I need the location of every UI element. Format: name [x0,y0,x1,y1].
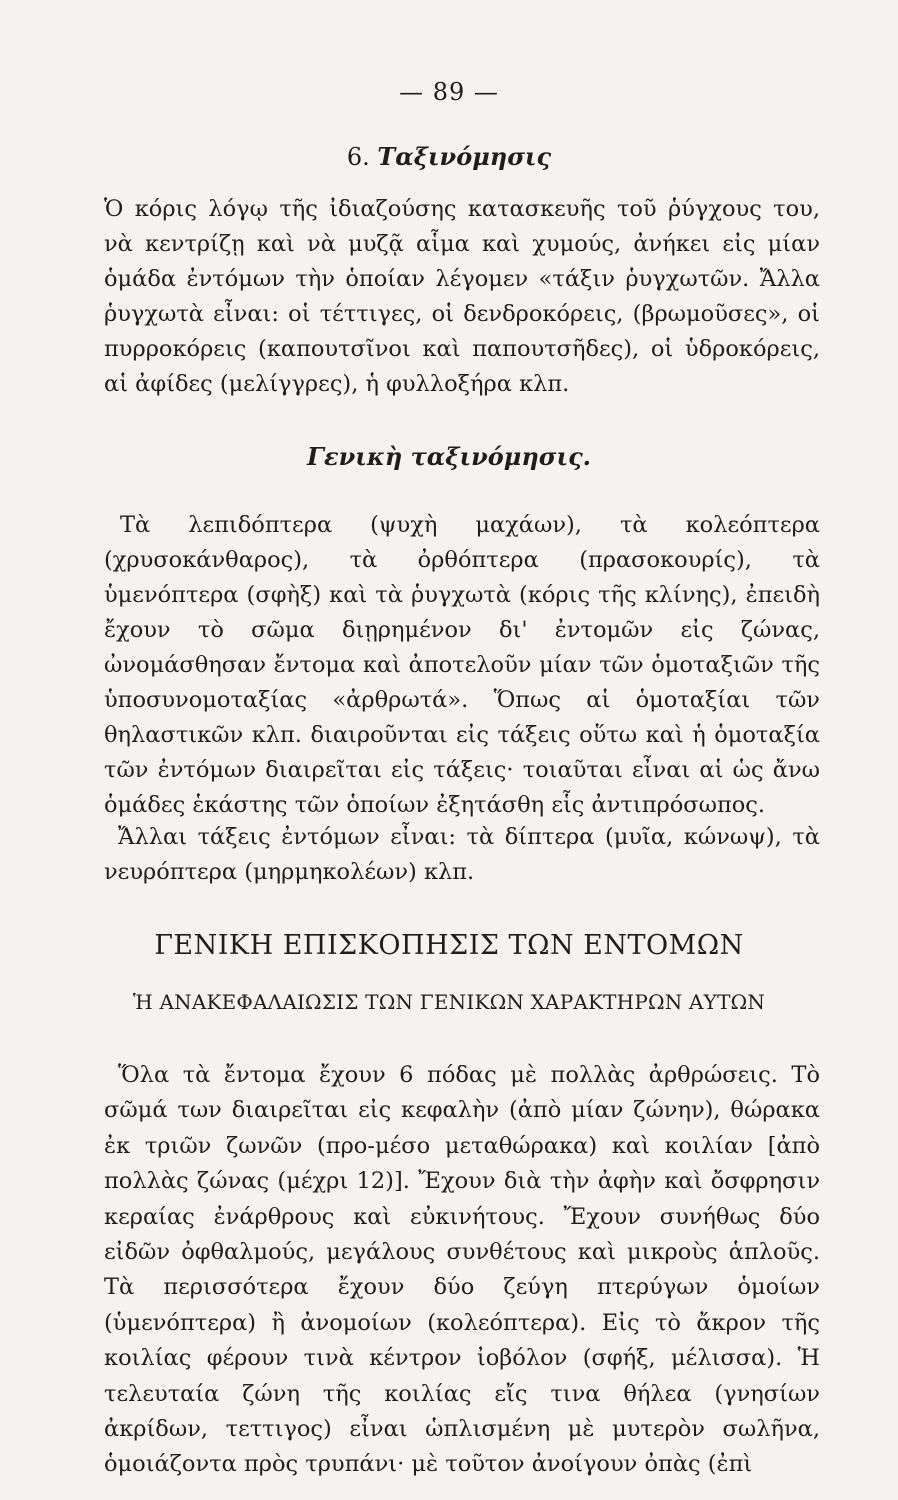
paragraph-3: Ἄλλαι τάξεις ἐντόμων εἶναι: τὰ δίπτερα (μυῖα, κώνωψ), τὰ νευρόπτερα (μηρμηκολέων) κλπ. [104,824,820,885]
page-number: — 89 — [399,78,499,106]
paragraph-2: Τὰ λεπιδόπτερα (ψυχὴ μαχάων), τὰ κολεόπτερα (χρυσοκάνθαρος), τὰ ὀρθόπτερα (πρασοκουρίς), τὰ ὑμενόπτερα (σφὴξ) καὶ τὰ ῥυγχωτὰ (κόρις τῆς κλίνης), ἐπειδὴ ἔχουν τὸ σῶμα διῃρημένον δι' ἐντομῶν εἰς ζώνας, ὠνομάσθησαν ἔντομα καὶ ἀποτελοῦν μίαν τῶν ὁμοταξιῶν τῆς ὑποσυνομοταξίας «ἀρθρωτά». Ὅπως αἱ ὁμοταξίαι τῶν θηλαστικῶν κλπ. διαιροῦνται εἰς τάξεις οὕτω καὶ ἡ ὁμοταξία τῶν ἐντόμων διαιρεῖται εἰς τάξεις· τοιαῦται εἶναι αἱ ὡς ἄνω ὁμάδες ἑκάστης τῶν ὁποίων ἐξητάσθη εἷς ἀντιπρόσωπος. [104,512,820,818]
section-title [0,142,898,171]
section-title-text: Ταξινόμησις [377,142,552,171]
sub-heading: Ἡ ΑΝΑΚΕΦΑΛΑΙΩΣΙΣ ΤΩΝ ΓΕΝΙΚΩΝ ΧΑΡΑΚΤΗΡΩΝ ΑΥΤΩΝ [132,990,766,1014]
subheading: Γενικὴ ταξινόμησις. [306,442,592,471]
main-heading: ΓΕΝΙΚΗ ΕΠΙΣΚΟΠΗΣΙΣ ΤΩΝ ΕΝΤΟΜΩΝ [154,930,744,961]
paragraph-1: Ὁ κόρις λόγῳ τῆς ἰδιαζούσης κατασκευῆς τοῦ ῥύγχους του, νὰ κεντρίζῃ καὶ νὰ μυζᾷ αἷμα καὶ χυμούς, ἀνήκει εἰς μίαν ὁμάδα ἐντόμων τὴν ὁποίαν λέγομεν «τάξιν ῥυγχωτῶν. Ἄλλα ῥυγχωτὰ εἶναι: οἱ τέττιγες, οἱ δενδροκόρεις, (βρωμοῦσες», οἱ πυρροκόρεις (καπουτσῖνοι καὶ παπουτσῆδες), οἱ ὑδροκόρεις, αἱ ἀφίδες (μελίγγρες), ἡ φυλλοξήρα κλπ. [104,196,820,397]
section-number: 6. [346,143,370,171]
paragraph-4: Ὅλα τὰ ἔντομα ἔχουν 6 πόδας μὲ πολλὰς ἀρθρώσεις. Τὸ σῶμά των διαιρεῖται εἰς κεφαλὴν (ἀπὸ μίαν ζώνην), θώρακα ἐκ τριῶν ζωνῶν (προ-μέσο μεταθώρακα) καὶ κοιλίαν [ἀπὸ πολλὰς ζώνας (μέχρι 12)]. Ἔχουν διὰ τὴν ἀφὴν καὶ ὄσφρησιν κεραίας ἐνάρθρους καὶ εὐκινήτους. Ἔχουν συνήθως δύο εἰδῶν ὀφθαλμούς, μεγάλους συνθέτους καὶ μικροὺς ἁπλοῦς. Τὰ περισσότερα ἔχουν δύο ζεύγη πτερύγων ὁμοίων (ὑμενόπτερα) ἢ ἀνομοίων (κολεόπτερα). Εἰς τὸ ἄκρον τῆς κοιλίας φέρουν τινὰ κέντρον ἰοβόλον (σφήξ, μέλισσα). Ἡ τελευταία ζώνη τῆς κοιλίας εἴς τινα θήλεα (γνησίων ἀκρίδων, τεττιγος) εἶναι ὡπλισμένη μὲ μυτερὸν σωλῆνα, ὁμοιάζοντα πρὸς τρυπάνι· μὲ τοῦτον ἀνοίγουν ὀπὰς (ἐπὶ [104,1062,820,1478]
